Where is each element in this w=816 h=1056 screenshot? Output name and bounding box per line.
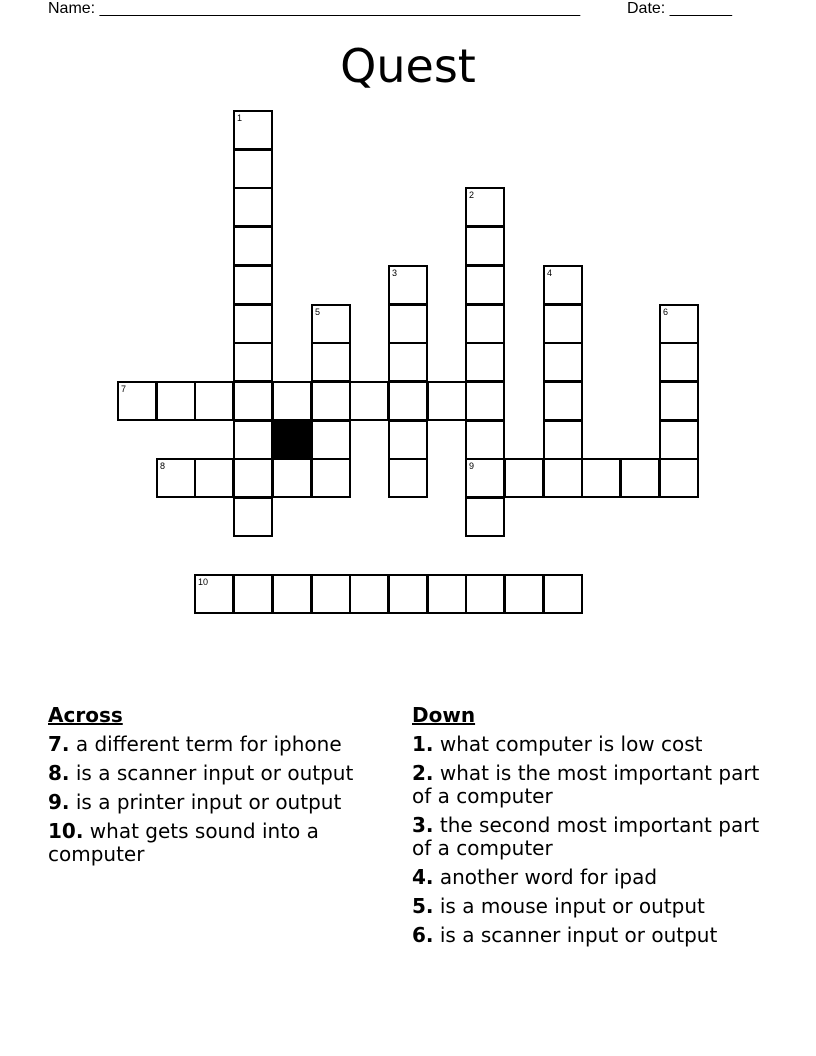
grid-cell[interactable] <box>311 458 351 498</box>
clue-num: 9. <box>48 790 70 814</box>
grid-cell[interactable] <box>233 304 273 344</box>
across-clues <box>48 703 388 872</box>
grid-cell[interactable] <box>233 110 273 150</box>
clue-number: 5 <box>315 307 321 317</box>
grid-cell[interactable] <box>465 574 505 614</box>
across-clue <box>48 733 388 756</box>
grid-cell[interactable] <box>543 381 583 421</box>
grid-cell[interactable] <box>659 458 699 498</box>
clue-text: is a mouse input or output <box>433 894 705 918</box>
grid-cell[interactable] <box>388 458 428 498</box>
clue-number: 1 <box>237 113 243 123</box>
grid-cell[interactable] <box>465 381 505 421</box>
grid-cell[interactable] <box>156 381 196 421</box>
grid-cell[interactable] <box>311 381 351 421</box>
grid-cell[interactable] <box>427 381 467 421</box>
clue-num: 2. <box>412 761 434 785</box>
clue-number: 9 <box>469 461 475 471</box>
grid-cell[interactable] <box>581 458 621 498</box>
grid-cell[interactable] <box>465 304 505 344</box>
grid-cell[interactable] <box>465 420 505 460</box>
clue-number: 4 <box>547 268 553 278</box>
grid-cell[interactable] <box>233 381 273 421</box>
grid-cell[interactable] <box>194 458 234 498</box>
clue-text: is a scanner input or output <box>433 923 718 947</box>
grid-cell[interactable] <box>543 304 583 344</box>
grid-cell[interactable] <box>465 265 505 305</box>
grid-cell[interactable] <box>543 265 583 305</box>
grid-cell[interactable] <box>233 342 273 382</box>
date-field[interactable]: Date: _______ <box>627 0 732 17</box>
grid-cell[interactable] <box>311 304 351 344</box>
grid-cell[interactable] <box>543 574 583 614</box>
grid-cell[interactable] <box>543 420 583 460</box>
down-clue <box>412 733 772 756</box>
down-clue <box>412 762 772 808</box>
grid-cell[interactable] <box>233 574 273 614</box>
clue-number: 6 <box>663 307 669 317</box>
clue-number: 7 <box>121 384 127 394</box>
clue-num: 10. <box>48 819 84 843</box>
grid-cell[interactable] <box>388 304 428 344</box>
grid-cell[interactable] <box>272 574 312 614</box>
clue-text: what gets sound into a computer <box>48 819 319 866</box>
down-clue <box>412 895 772 918</box>
grid-cell[interactable] <box>388 265 428 305</box>
grid-cell[interactable] <box>465 458 505 498</box>
grid-cell[interactable] <box>233 497 273 537</box>
clue-num: 1. <box>412 732 434 756</box>
grid-cell[interactable] <box>349 381 389 421</box>
black-cell <box>272 420 312 460</box>
across-clue-list <box>48 733 388 866</box>
grid-cell[interactable] <box>543 458 583 498</box>
clue-num: 6. <box>412 923 434 947</box>
clue-text: a different term for iphone <box>69 732 342 756</box>
puzzle-title: Quest <box>340 39 476 93</box>
grid-cell[interactable] <box>465 342 505 382</box>
grid-cell[interactable] <box>311 342 351 382</box>
grid-cell[interactable] <box>543 342 583 382</box>
grid-cell[interactable] <box>272 381 312 421</box>
grid-cell[interactable] <box>194 381 234 421</box>
clue-num: 7. <box>48 732 70 756</box>
grid-cell[interactable] <box>311 420 351 460</box>
grid-cell[interactable] <box>233 149 273 189</box>
grid-cell[interactable] <box>233 226 273 266</box>
grid-cell[interactable] <box>465 497 505 537</box>
clue-num: 4. <box>412 865 434 889</box>
clue-number: 10 <box>198 577 209 587</box>
name-field[interactable]: Name: ______________________________________________________ <box>48 0 581 17</box>
down-heading: Down <box>412 703 476 727</box>
grid-cell[interactable] <box>272 458 312 498</box>
clue-num: 8. <box>48 761 70 785</box>
clue-text: what is the most important part of a computer <box>412 761 760 808</box>
grid-cell[interactable] <box>659 304 699 344</box>
clue-number: 3 <box>392 268 398 278</box>
grid-cell[interactable] <box>233 420 273 460</box>
across-clue <box>48 791 388 814</box>
grid-cell[interactable] <box>233 187 273 227</box>
across-clue <box>48 762 388 785</box>
grid-cell[interactable] <box>388 342 428 382</box>
down-clue-list <box>412 733 772 947</box>
grid-cell[interactable] <box>194 574 234 614</box>
clue-text: what computer is low cost <box>433 732 703 756</box>
grid-cell[interactable] <box>117 381 157 421</box>
grid-cell[interactable] <box>620 458 660 498</box>
grid-cell[interactable] <box>465 187 505 227</box>
grid-cell[interactable] <box>233 458 273 498</box>
grid-cell[interactable] <box>388 381 428 421</box>
down-clue <box>412 866 772 889</box>
across-clue <box>48 820 388 866</box>
down-clue <box>412 924 772 947</box>
grid-cell[interactable] <box>504 458 544 498</box>
grid-cell[interactable] <box>388 420 428 460</box>
clue-text: another word for ipad <box>433 865 658 889</box>
grid-cell[interactable] <box>233 265 273 305</box>
grid-cell[interactable] <box>659 381 699 421</box>
down-clues <box>412 703 772 953</box>
grid-cell[interactable] <box>504 574 544 614</box>
clue-num: 5. <box>412 894 434 918</box>
grid-cell[interactable] <box>427 574 467 614</box>
down-clue <box>412 814 772 860</box>
clue-number: 8 <box>160 461 166 471</box>
grid-cell[interactable] <box>156 458 196 498</box>
clue-number: 2 <box>469 190 475 200</box>
grid-cell[interactable] <box>465 226 505 266</box>
clue-text: the second most important part of a computer <box>412 813 760 860</box>
clue-text: is a scanner input or output <box>69 761 354 785</box>
clue-num: 3. <box>412 813 434 837</box>
grid-cell[interactable] <box>388 574 428 614</box>
grid-cell[interactable] <box>659 420 699 460</box>
clue-text: is a printer input or output <box>69 790 342 814</box>
grid-cell[interactable] <box>311 574 351 614</box>
grid-cell[interactable] <box>349 574 389 614</box>
across-heading: Across <box>48 703 123 727</box>
grid-cell[interactable] <box>659 342 699 382</box>
